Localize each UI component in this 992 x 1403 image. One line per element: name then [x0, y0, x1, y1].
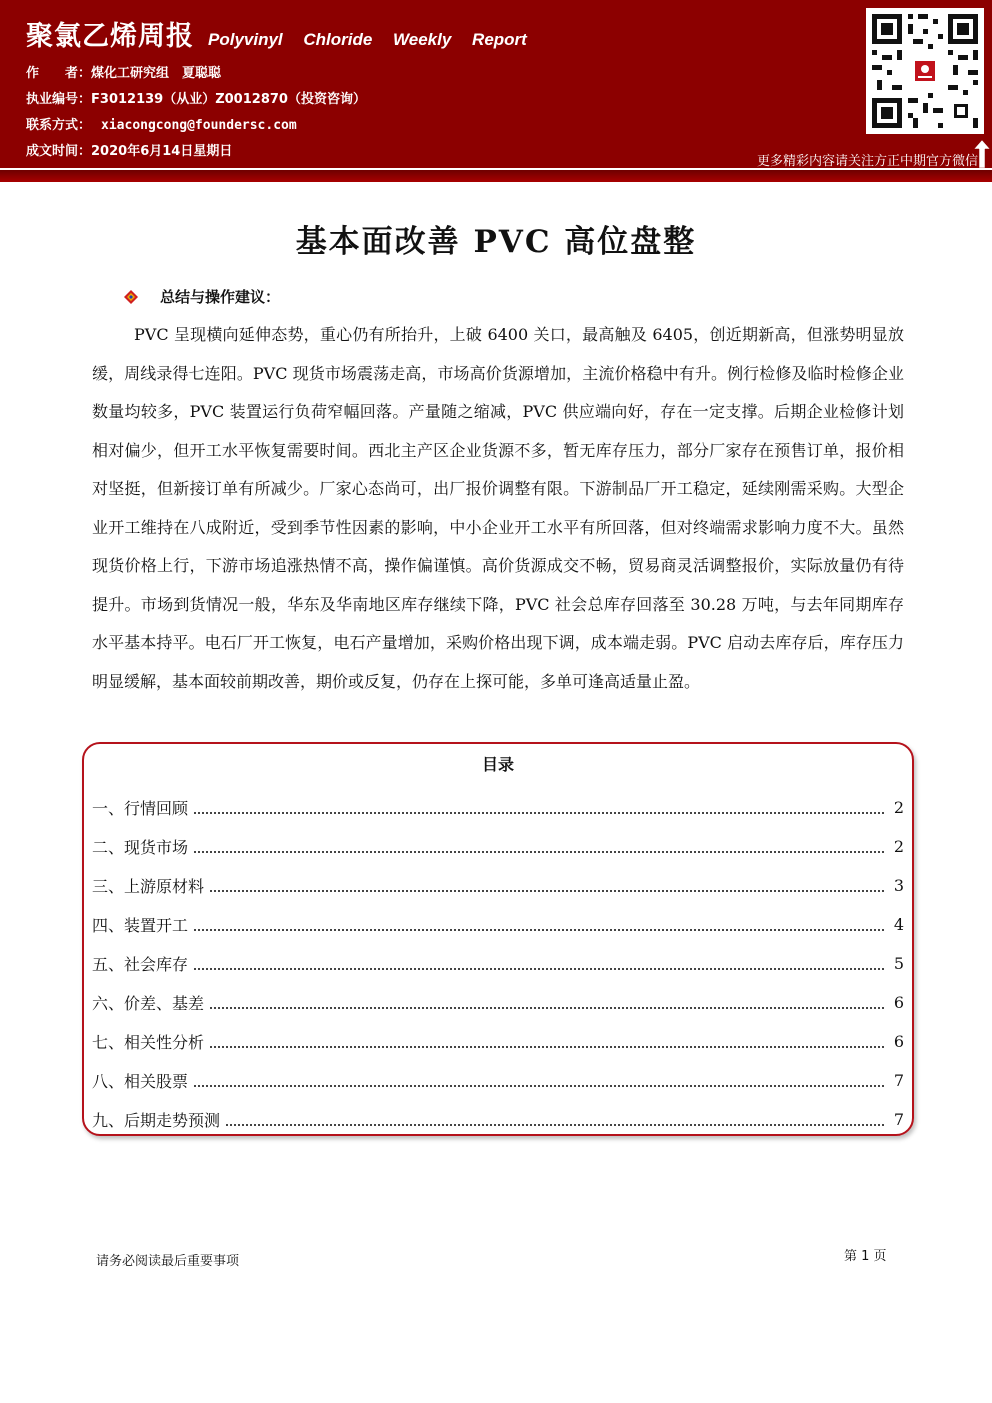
date-value: 2020年6月14日星期日: [91, 144, 233, 159]
header-title-en: Polyvinyl Chloride Weekly Report: [208, 30, 527, 49]
header-rule: [0, 170, 992, 182]
toc-item[interactable]: [92, 827, 904, 866]
author-value: 煤化工研究组 夏聪聪: [91, 66, 222, 81]
toc-leader-dots: [194, 798, 884, 814]
toc-item[interactable]: [92, 983, 904, 1022]
toc-item-page: 4: [893, 915, 904, 934]
toc-item-label: 六、价差、基差: [92, 994, 205, 1013]
toc-leader-dots: [210, 1032, 884, 1048]
date-label: 成文时间：: [26, 144, 92, 159]
author-label: 作 者：: [26, 66, 92, 81]
toc-item-label: 五、社会库存: [92, 955, 189, 974]
page-number: 第 1 页: [844, 1249, 887, 1264]
date-line: [26, 140, 232, 160]
toc-item[interactable]: [92, 788, 904, 827]
toc-item-label: 七、相关性分析: [92, 1033, 205, 1052]
license-label: 执业编号：: [26, 92, 92, 107]
author-line: [26, 62, 221, 82]
up-arrow-icon: [974, 140, 990, 168]
toc-item[interactable]: [92, 1061, 904, 1100]
toc-item-label: 九、后期走势预测: [92, 1111, 221, 1130]
footer-disclaimer: 请务必阅读最后重要事项: [96, 1254, 240, 1269]
toc-item-page: 3: [893, 876, 904, 895]
toc-item-page: 2: [893, 837, 904, 856]
contact-line: [26, 114, 297, 134]
toc-leader-dots: [226, 1110, 884, 1126]
toc-item-page: 6: [893, 1032, 904, 1051]
document-title: 基本面改善 PVC 高位盘整: [295, 224, 697, 260]
license-line: [26, 88, 366, 108]
qr-code-icon[interactable]: [866, 8, 984, 134]
toc-leader-dots: [194, 954, 884, 970]
section-heading: [124, 286, 280, 307]
toc-leader-dots: [194, 837, 884, 853]
summary-paragraph: PVC 呈现横向延伸态势，重心仍有所抬升，上破 6400 关口，最高触及 6405，创近期新高，但涨势明显放缓，周线录得七连阳。PVC 现货市场震荡走高，市场高价货源增加，主流价格稳中有升。例行检修及临时检修企业数量均较多，PVC 装置运行负荷窄幅回落。产量随之缩减，PVC 供应端向好，存在一定支撑。后期企业检修计划相对偏少，但开工水平恢复需要时间。西北主产区企业货源不多，暂无库存压力，部分厂家存在预售订单，报价相对坚挺，但新接订单有所减少。厂家心态尚可，出厂报价调整有限。下游制品厂开工稳定，延续刚需采购。大型企业开工维持在八成附近，受到季节性因素的影响，中小企业开工水平有所回落，但对终端需求影响力度不大。虽然现货价格上行，下游市场追涨热情不高，操作偏谨慎。高价货源成交不畅，贸易商灵活调整报价，实际放量仍有待提升。市场到货情况一般，华东及华南地区库存继续下降，PVC 社会总库存回落至 30.28 万吨，与去年同期库存水平基本持平。电石厂开工恢复，电石产量增加，采购价格出现下调，成本端走弱。PVC 启动去库存后，库存压力明显缓解，基本面较前期改善，期价或反复，仍存在上探可能，多单可逢高适量止盈。: [92, 325, 904, 691]
header-title-cn: 聚氯乙烯周报: [26, 21, 194, 52]
toc-item-page: 5: [893, 954, 904, 973]
diamond-bullet-icon: [124, 290, 138, 304]
table-of-contents: [82, 742, 914, 1136]
toc-leader-dots: [194, 1071, 884, 1087]
contact-label: 联系方式：: [26, 118, 92, 133]
toc-item[interactable]: [92, 866, 904, 905]
toc-list: [92, 788, 904, 1139]
toc-item[interactable]: [92, 1100, 904, 1139]
toc-leader-dots: [194, 915, 884, 931]
header-title: [26, 14, 527, 54]
toc-item-label: 一、行情回顾: [92, 799, 189, 818]
toc-item-label: 三、上游原材料: [92, 877, 205, 896]
report-header: [0, 0, 992, 168]
toc-item-page: 2: [893, 798, 904, 817]
toc-title: 目录: [481, 755, 514, 774]
license-value: F3012139（从业）Z0012870（投资咨询）: [91, 92, 366, 107]
toc-item-label: 二、现货市场: [92, 838, 189, 857]
toc-item[interactable]: [92, 944, 904, 983]
toc-item-page: 6: [893, 993, 904, 1012]
toc-item-label: 八、相关股票: [92, 1072, 189, 1091]
toc-item-page: 7: [893, 1071, 904, 1090]
follow-notice: 更多精彩内容请关注方正中期官方微信: [756, 154, 978, 169]
toc-item-label: 四、装置开工: [92, 916, 189, 935]
contact-email-link[interactable]: xiacongcong@foundersc.com: [101, 118, 297, 133]
section-heading-text: 总结与操作建议：: [160, 288, 281, 306]
toc-item-page: 7: [893, 1110, 904, 1129]
toc-leader-dots: [210, 993, 884, 1009]
toc-leader-dots: [210, 876, 884, 892]
toc-item[interactable]: [92, 905, 904, 944]
toc-item[interactable]: [92, 1022, 904, 1061]
